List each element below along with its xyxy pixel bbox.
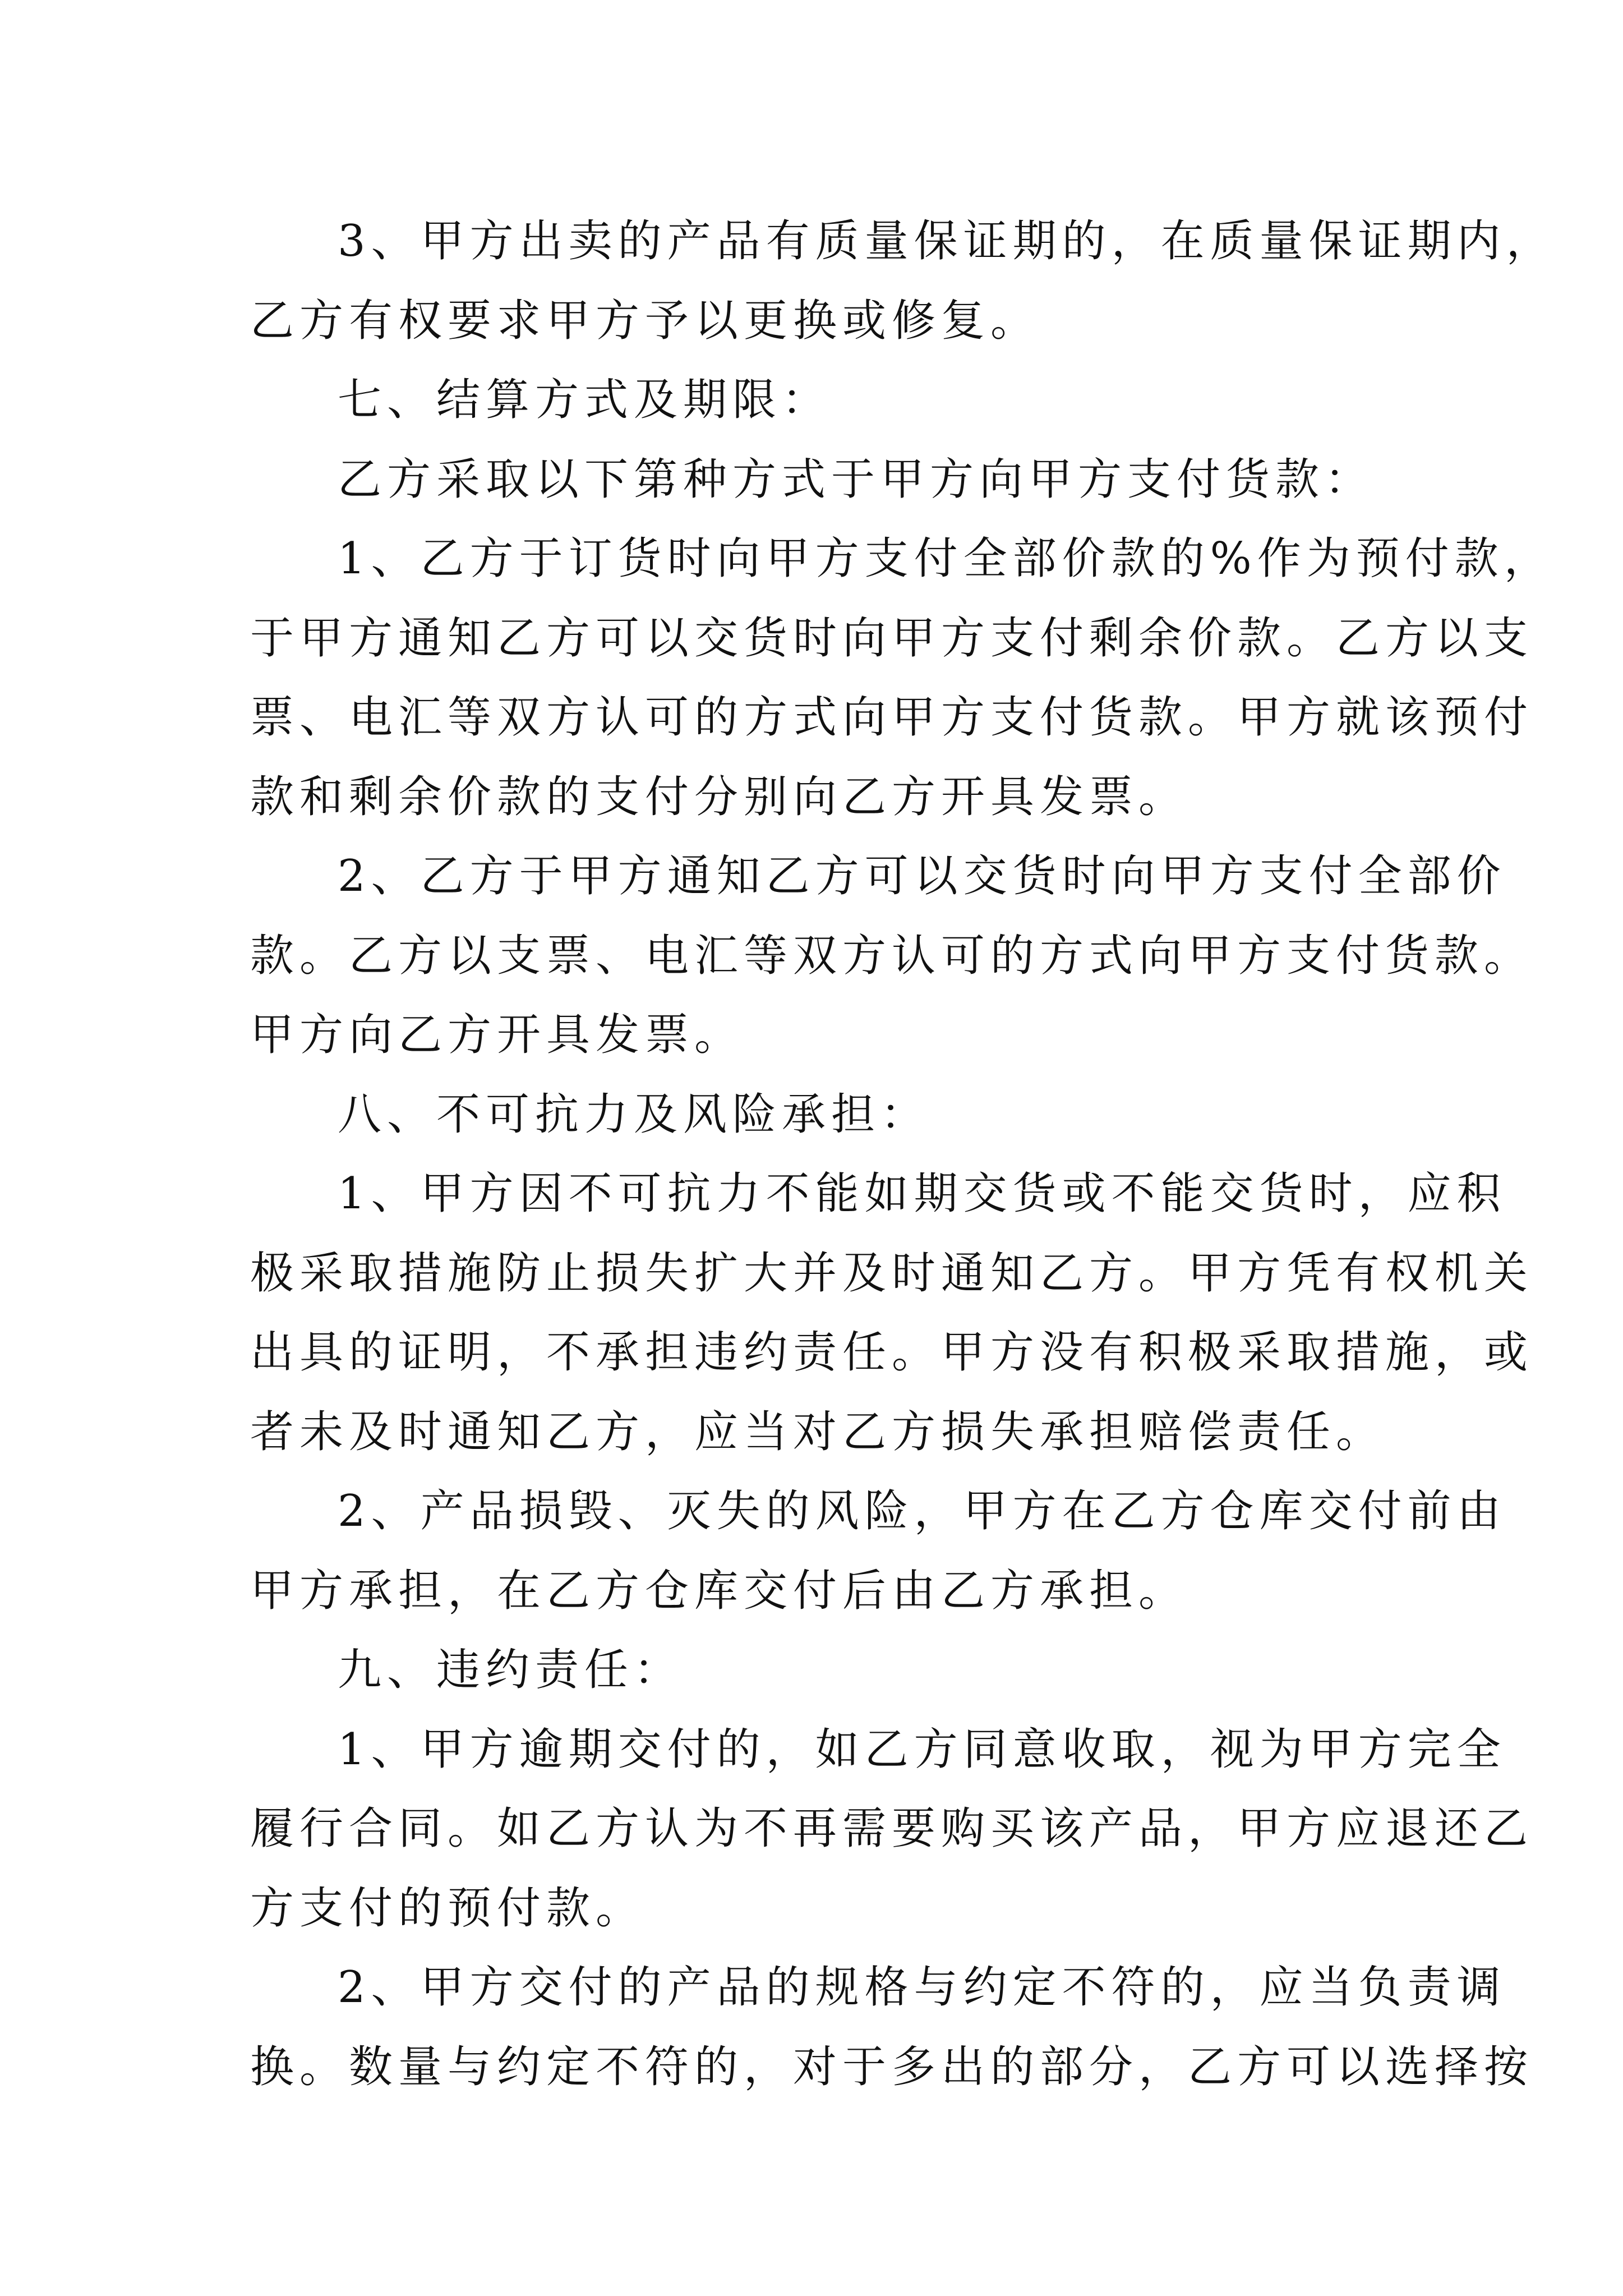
text-line: 款。乙方以支票、电汇等双方认可的方式向甲方支付货款。 bbox=[250, 930, 1534, 981]
text-line: 甲方向乙方开具发票。 bbox=[250, 1010, 744, 1060]
text-line: 履行合同。如乙方认为不再需要购买该产品，甲方应退还乙 bbox=[250, 1803, 1534, 1854]
text-line: 极采取措施防止损失扩大并及时通知乙方。甲方凭有权机关 bbox=[250, 1248, 1534, 1299]
section-heading: 八、不可抗力及风险承担： bbox=[338, 1089, 930, 1140]
text-line: 票、电汇等双方认可的方式向甲方支付货款。甲方就该预付 bbox=[250, 692, 1534, 743]
text-line: 1、甲方因不可抗力不能如期交货或不能交货时，应积 bbox=[338, 1168, 1506, 1219]
text-line: 2、产品损毁、灭失的风险，甲方在乙方仓库交付前由 bbox=[338, 1486, 1506, 1536]
text-line: 1、乙方于订货时向甲方支付全部价款的%作为预付款， bbox=[338, 533, 1553, 584]
text-line: 款和剩余价款的支付分别向乙方开具发票。 bbox=[250, 771, 1188, 822]
text-line: 1、甲方逾期交付的，如乙方同意收取，视为甲方完全 bbox=[338, 1724, 1506, 1775]
document-body bbox=[250, 202, 1556, 2107]
text-line: 3、甲方出卖的产品有质量保证期的，在质量保证期内， bbox=[338, 216, 1556, 266]
text-line: 乙方有权要求甲方予以更换或修复。 bbox=[250, 295, 1040, 346]
section-heading: 九、违约责任： bbox=[338, 1645, 684, 1695]
text-line: 甲方承担，在乙方仓库交付后由乙方承担。 bbox=[250, 1565, 1188, 1616]
text-line: 乙方采取以下第种方式于甲方向甲方支付货款： bbox=[338, 454, 1375, 505]
text-line: 方支付的预付款。 bbox=[250, 1883, 645, 1934]
text-line: 于甲方通知乙方可以交货时向甲方支付剩余价款。乙方以支 bbox=[250, 613, 1534, 664]
text-line: 出具的证明，不承担违约责任。甲方没有积极采取措施，或 bbox=[250, 1327, 1534, 1378]
text-line: 换。数量与约定不符的，对于多出的部分，乙方可以选择按 bbox=[250, 2041, 1534, 2092]
text-line: 者未及时通知乙方，应当对乙方损失承担赔偿责任。 bbox=[250, 1406, 1386, 1457]
text-line: 2、甲方交付的产品的规格与约定不符的，应当负责调 bbox=[338, 1962, 1506, 2013]
section-heading: 七、结算方式及期限： bbox=[338, 375, 832, 425]
text-line: 2、乙方于甲方通知乙方可以交货时向甲方支付全部价 bbox=[338, 851, 1506, 901]
